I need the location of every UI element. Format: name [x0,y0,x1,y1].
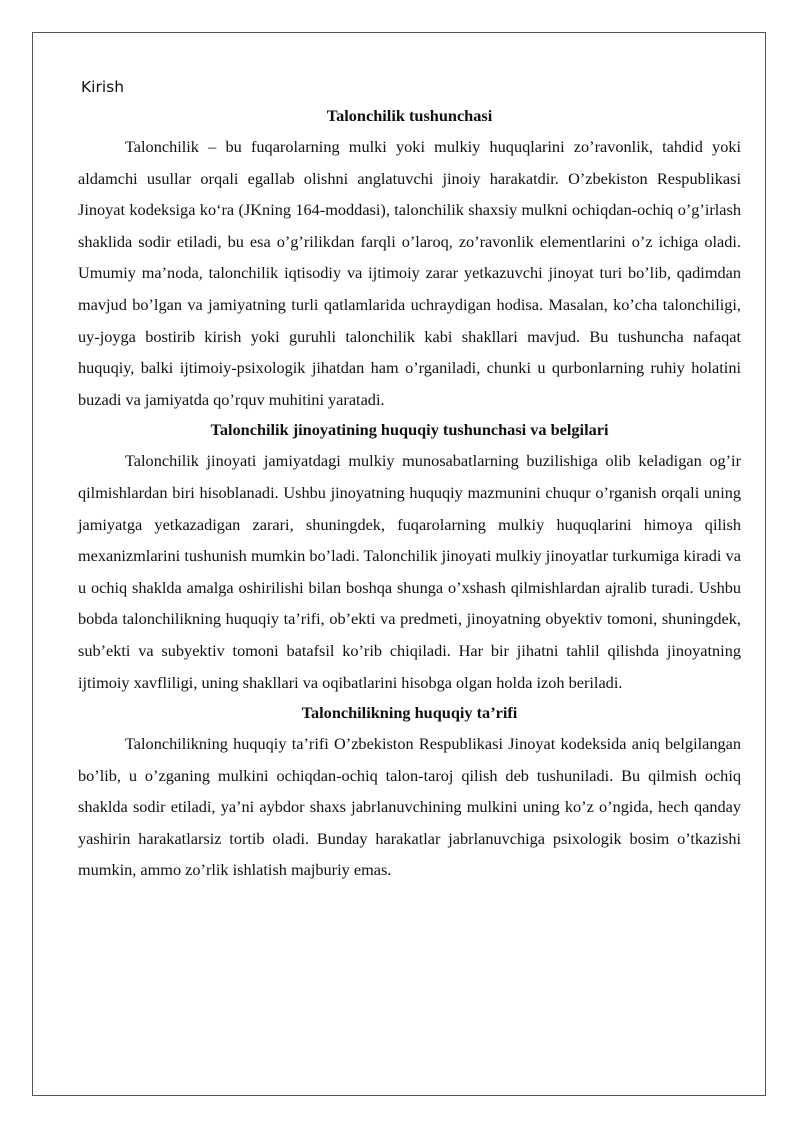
intro-label: Kirish [81,78,125,96]
section-heading-legal-definition: Talonchilikning huquqiy ta’rifi [301,703,518,723]
section-heading-legal-concept: Talonchilik jinoyatining huquqiy tushunchasi va belgilari [210,420,609,440]
section-paragraph-legal-definition: Talonchilikning huquqiy ta’rifi O’zbekiston Respublikasi Jinoyat kodeksida aniq belgilangan bo’lib, u o’zganing mulkini ochiqdan-ochiq talon-taroj qilish deb tushuniladi. Bu qilmish ochiq shaklda sodir etiladi, ya’ni aybdor shaxs jabrlanuvchining mulkini uning ko’z o’ngida, hech qanday yashirin harakatlarsiz tortib oladi. Bunday harakatlar jabrlanuvchiga psixologik bosim o’tkazishi mumkin, ammo zo’rlik ishlatish majburiy emas. [78,734,741,880]
section-paragraph-concept: Talonchilik – bu fuqarolarning mulki yoki mulkiy huquqlarini zo’ravonlik, tahdid yoki aldamchi usullar orqali egallab olishni anglatuvchi jinoiy harakatdir. O’zbekiston Respublikasi Jinoyat kodeksiga koʻra (JKning 164-moddasi), talonchilik shaxsiy mulkni ochiqdan-ochiq o’g’irlash shaklida sodir etiladi, bu esa o’g’rilikdan farqli o’laroq, zo’ravonlik elementlarini o’z ichiga oladi. Umumiy ma’noda, talonchilik iqtisodiy va ijtimoiy zarar yetkazuvchi jinoyat turi bo’lib, qadimdan mavjud bo’lgan va jamiyatning turli qatlamlarida uchraydigan hodisa. Masalan, ko’cha talonchiligi, uy-joyga bostirib kirish yoki guruhli talonchilik kabi shakllari mavjud. Bu tushuncha nafaqat huquqiy, balki ijtimoiy-psixologik jihatdan ham o’rganiladi, chunki u qurbonlarning ruhiy holatini buzadi va jamiyatda qo’rquv muhitini yaratadi. [78,137,741,409]
section-paragraph-legal-concept: Talonchilik jinoyati jamiyatdagi mulkiy munosabatlarning buzilishiga olib keladigan og’ir qilmishlardan biri hisoblanadi. Ushbu jinoyatning huquqiy mazmunini chuqur o’rganish orqali uning jamiyatga yetkazadigan zarari, shuningdek, fuqarolarning mulkiy huquqlarini himoya qilish mexanizmlarini tushunish mumkin bo’ladi. Talonchilik jinoyati mulkiy jinoyatlar turkumiga kiradi va u ochiq shaklda amalga oshirilishi bilan boshqa shunga o’xshash qilmishlardan ajralib turadi. Ushbu bobda talonchilikning huquqiy ta’rifi, ob’ekti va predmeti, jinoyatning obyektiv tomoni, shuningdek, sub’ekti va subyektiv tomoni batafsil ko’rib chiqiladi. Har bir jihatni tahlil qilishda jinoyatning ijtimoiy xavfliligi, uning shakllari va oqibatlarini hisobga olgan holda izoh beriladi. [78,451,741,692]
section-heading-concept: Talonchilik tushunchasi [326,106,493,125]
document-body [78,73,741,886]
